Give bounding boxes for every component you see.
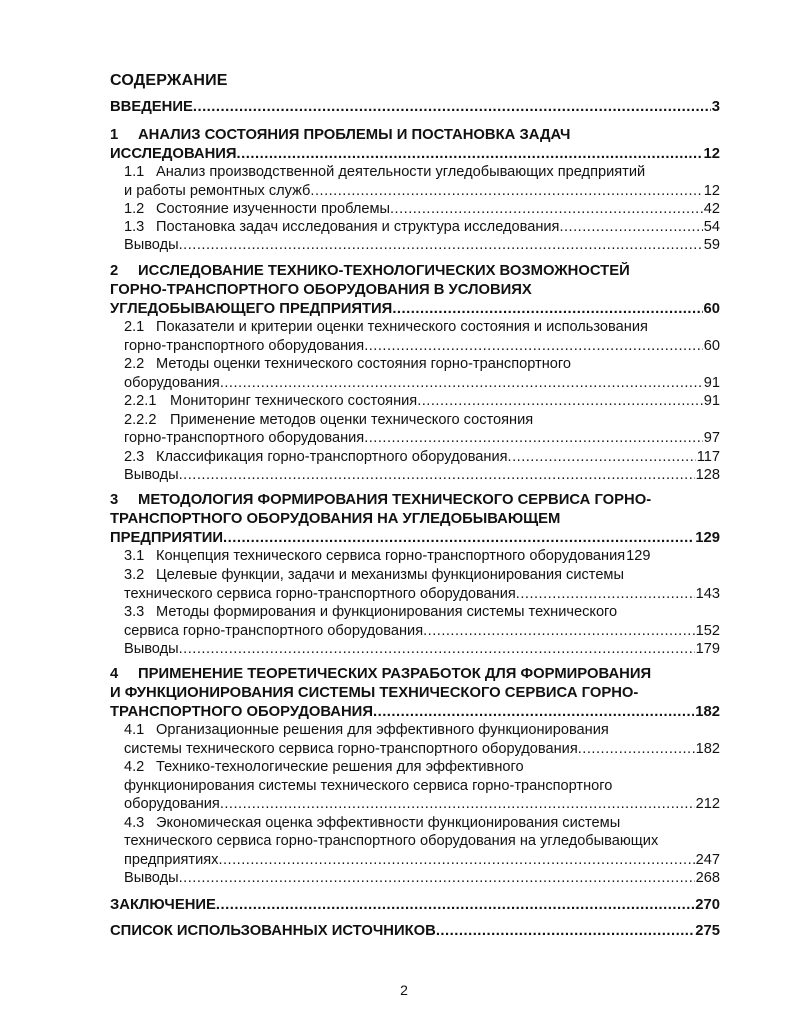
leader-dots xyxy=(220,374,703,393)
toc-section-4-2[interactable]: 4.2 Технико-технологические решения для эффективного xyxy=(124,759,524,775)
toc-section-2-2[interactable]: 2.2 Методы оценки технического состояния горно-транспортного xyxy=(124,356,572,372)
page-ref: 270 xyxy=(695,897,720,913)
toc-section-4-1[interactable]: 4.1 Организационные решения для эффективного функционирования xyxy=(124,722,609,738)
leader-dots xyxy=(516,585,695,604)
page-ref: 60 xyxy=(703,301,720,317)
toc-section-2-1[interactable]: 2.1 Показатели и критерии оценки технического состояния и использования xyxy=(124,319,648,335)
toc-chapter-4-heading[interactable]: 4 ПРИМЕНЕНИЕ ТЕОРЕТИЧЕСКИХ РАЗРАБОТОК ДЛЯ ФОРМИРОВАНИЯ xyxy=(110,666,652,682)
toc-chapter-2-heading-cont-2[interactable]: УГЛЕДОБЫВАЮЩЕГО ПРЕДПРИЯТИЯ ..... 60 xyxy=(110,300,720,319)
toc-section-2-2-cont[interactable]: оборудования ..... 91 xyxy=(124,374,720,393)
toc-entry-references[interactable]: СПИСОК ИСПОЛЬЗОВАННЫХ ИСТОЧНИКОВ ..... 275 xyxy=(110,922,720,941)
leader-dots xyxy=(216,896,694,915)
toc-chapter-2-heading-cont[interactable]: ГОРНО-ТРАНСПОРТНОГО ОБОРУДОВАНИЯ В УСЛОВИЯХ xyxy=(110,282,532,298)
leader-dots xyxy=(578,740,695,759)
toc-title: СОДЕРЖАНИЕ xyxy=(110,72,228,89)
toc-chapter-4-heading-cont[interactable]: И ФУНКЦИОНИРОВАНИЯ СИСТЕМЫ ТЕХНИЧЕСКОГО СЕРВИСА ГОРНО- xyxy=(110,685,639,701)
page-ref: 212 xyxy=(695,796,720,812)
leader-dots xyxy=(417,392,703,411)
leader-dots xyxy=(436,922,694,941)
page-ref: 182 xyxy=(695,704,720,720)
toc-section-1-1-cont[interactable]: и работы ремонтных служб ..... 12 xyxy=(124,182,720,201)
toc-section-2-1-cont[interactable]: горно-транспортного оборудования ..... 60 xyxy=(124,337,720,356)
toc-section-3-2[interactable]: 3.2 Целевые функции, задачи и механизмы функционирования системы xyxy=(124,567,624,583)
toc-chapter-3-heading-cont[interactable]: ТРАНСПОРТНОГО ОБОРУДОВАНИЯ НА УГЛЕДОБЫВАЮЩЕМ xyxy=(110,511,561,527)
leader-dots xyxy=(373,703,694,722)
leader-dots xyxy=(237,145,703,164)
toc-section-4-3[interactable]: 4.3 Экономическая оценка эффективности функционирования системы xyxy=(124,815,621,831)
page-ref: 128 xyxy=(695,467,720,483)
toc-section-4-1-cont[interactable]: системы технического сервиса горно-транспортного оборудования ..... 182 xyxy=(124,740,720,759)
toc-section-4-3-cont[interactable]: технического сервиса горно-транспортного оборудования на угледобывающих xyxy=(124,833,659,849)
page-ref: 12 xyxy=(703,146,720,162)
toc-chapter-3-conclusions[interactable]: Выводы ..... 179 xyxy=(124,640,720,659)
page-ref: 97 xyxy=(703,430,720,446)
page-ref: 275 xyxy=(695,923,720,939)
page-ref: 117 xyxy=(696,449,720,465)
chapter-number: 4 xyxy=(110,666,119,682)
chapter-number: 2 xyxy=(110,263,119,279)
toc-section-2-3[interactable]: 2.3 Классификация горно-транспортного оборудования ..... 117 xyxy=(124,448,720,467)
page-ref: 247 xyxy=(695,852,720,868)
toc-section-2-2-2-cont[interactable]: горно-транспортного оборудования ..... 97 xyxy=(124,429,720,448)
leader-dots xyxy=(423,622,695,641)
chapter-number: 3 xyxy=(110,492,119,508)
page-ref: 268 xyxy=(695,870,720,886)
toc-chapter-3-heading-cont-2[interactable]: ПРЕДПРИЯТИИ ..... 129 xyxy=(110,529,720,548)
toc-chapter-2-heading[interactable]: 2 ИССЛЕДОВАНИЕ ТЕХНИКО-ТЕХНОЛОГИЧЕСКИХ ВОЗМОЖНОСТЕЙ xyxy=(110,263,630,279)
leader-dots xyxy=(559,218,702,237)
toc-section-1-1[interactable]: 1.1 Анализ производственной деятельности угледобывающих предприятий xyxy=(124,164,646,180)
page-ref: 59 xyxy=(703,237,720,253)
toc-chapter-2-conclusions[interactable]: Выводы ..... 128 xyxy=(124,466,720,485)
leader-dots xyxy=(392,300,702,319)
toc-section-3-3[interactable]: 3.3 Методы формирования и функционирования системы технического xyxy=(124,604,618,620)
page-ref: 143 xyxy=(695,586,720,602)
toc-entry-intro[interactable]: ВВЕДЕНИЕ ..... 3 xyxy=(110,98,720,117)
page-ref: 152 xyxy=(695,623,720,639)
toc-section-4-3-cont-2[interactable]: предприятиях ..... 247 xyxy=(124,851,720,870)
toc-section-2-2-2[interactable]: 2.2.2 Применение методов оценки технического состояния xyxy=(124,412,534,428)
toc-section-2-2-1[interactable]: 2.2.1 Мониторинг технического состояния ..... 91 xyxy=(124,392,720,411)
leader-dots xyxy=(223,529,694,548)
page-ref: 91 xyxy=(703,393,720,409)
toc-chapter-1-heading[interactable]: 1 АНАЛИЗ СОСТОЯНИЯ ПРОБЛЕМЫ И ПОСТАНОВКА ЗАДАЧ xyxy=(110,127,571,143)
page-ref: 129 xyxy=(626,548,651,564)
leader-dots xyxy=(218,851,694,870)
toc-entry-conclusion[interactable]: ЗАКЛЮЧЕНИЕ ..... 270 xyxy=(110,896,720,915)
toc-section-4-2-cont[interactable]: функционирования системы технического сервиса горно-транспортного xyxy=(124,778,613,794)
toc-section-3-2-cont[interactable]: технического сервиса горно-транспортного оборудования ..... 143 xyxy=(124,585,720,604)
leader-dots xyxy=(508,448,696,467)
page-ref: 54 xyxy=(703,219,720,235)
page-ref: 3 xyxy=(711,99,720,115)
leader-dots xyxy=(179,466,695,485)
leader-dots xyxy=(364,337,703,356)
page-ref: 179 xyxy=(695,641,720,657)
page-ref: 12 xyxy=(703,183,720,199)
toc-section-3-3-cont[interactable]: сервиса горно-транспортного оборудования ..... 152 xyxy=(124,622,720,641)
toc-chapter-3-heading[interactable]: 3 МЕТОДОЛОГИЯ ФОРМИРОВАНИЯ ТЕХНИЧЕСКОГО СЕРВИСА ГОРНО- xyxy=(110,492,652,508)
toc-section-1-2[interactable]: 1.2 Состояние изученности проблемы ..... 42 xyxy=(124,200,720,219)
leader-dots xyxy=(179,236,703,255)
leader-dots xyxy=(220,795,695,814)
leader-dots xyxy=(390,200,703,219)
leader-dots xyxy=(310,182,702,201)
page-ref: 129 xyxy=(695,530,720,546)
toc-section-3-1[interactable]: 3.1 Концепция технического сервиса горно-транспортного оборудования 129 xyxy=(124,548,651,564)
leader-dots xyxy=(179,869,695,888)
toc-section-1-3[interactable]: 1.3 Постановка задач исследования и структура исследования ..... 54 xyxy=(124,218,720,237)
toc-section-4-2-cont-2[interactable]: оборудования ..... 212 xyxy=(124,795,720,814)
leader-dots xyxy=(179,640,695,659)
leader-dots xyxy=(193,98,711,117)
toc-chapter-4-heading-cont-2[interactable]: ТРАНСПОРТНОГО ОБОРУДОВАНИЯ ..... 182 xyxy=(110,703,720,722)
page-ref: 42 xyxy=(703,201,720,217)
page-ref: 91 xyxy=(703,375,720,391)
toc-chapter-1-conclusions[interactable]: Выводы ..... 59 xyxy=(124,236,720,255)
page-ref: 60 xyxy=(703,338,720,354)
toc-chapter-1-heading-cont[interactable]: ИССЛЕДОВАНИЯ ..... 12 xyxy=(110,145,720,164)
chapter-number: 1 xyxy=(110,127,119,143)
toc-chapter-4-conclusions[interactable]: Выводы ..... 268 xyxy=(124,869,720,888)
page-ref: 182 xyxy=(695,741,720,757)
page-number: 2 xyxy=(400,982,408,998)
leader-dots xyxy=(364,429,703,448)
